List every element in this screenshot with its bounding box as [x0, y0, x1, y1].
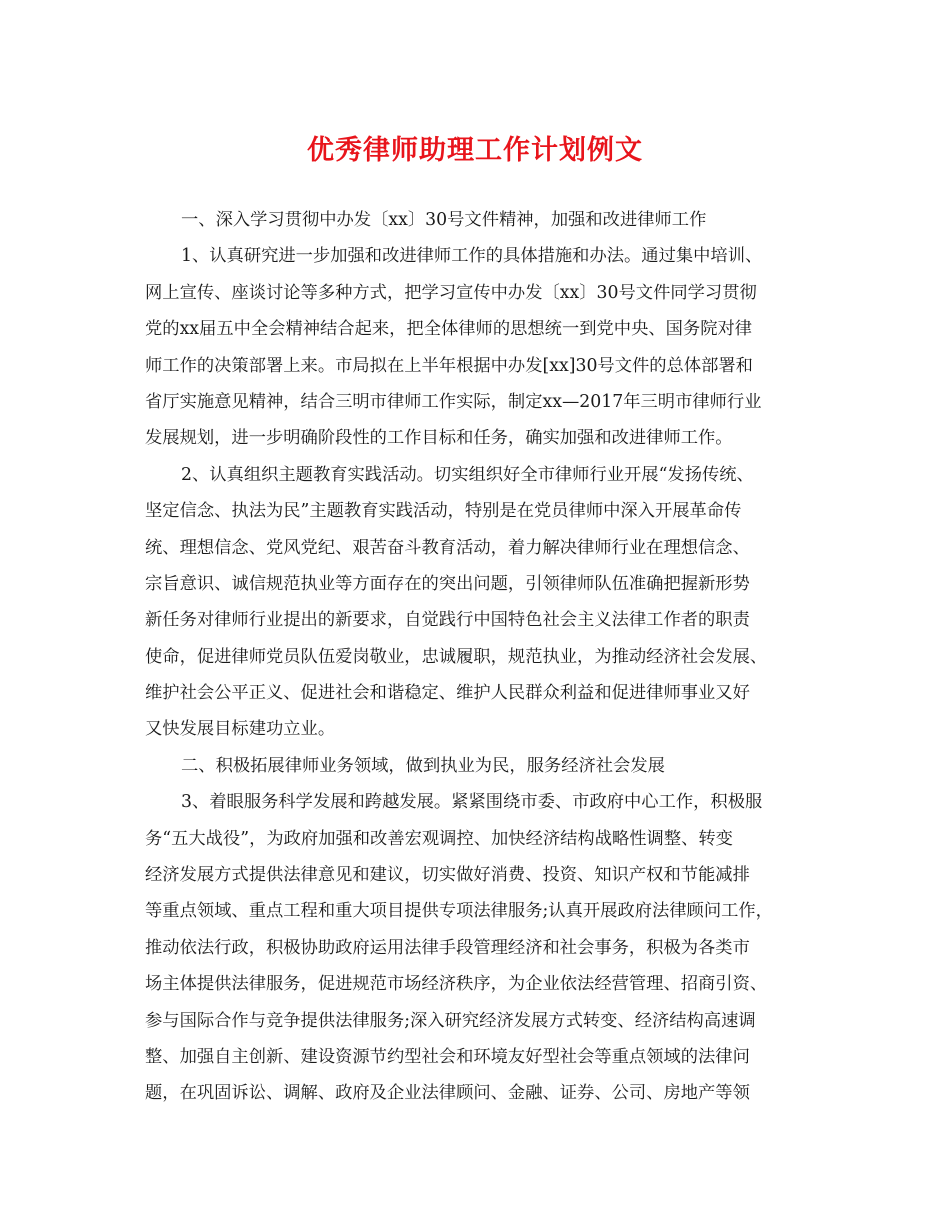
text-line: 推动依法行政，积极协助政府运用法律手段管理经济和社会事务，积极为各类市 [145, 937, 750, 958]
text-line: 维护社会公平正义、促进社会和谐稳定、维护人民群众利益和促进律师事业又好 [145, 683, 750, 704]
text-line: 又快发展目标建功立业。 [145, 719, 336, 740]
text-line: 发展规划，进一步明确阶段性的工作目标和任务，确实加强和改进律师工作。 [145, 428, 733, 449]
text-line: 3、着眼服务科学发展和跨越发展。紧紧围绕市委、市政府中心工作，积极服 [181, 792, 763, 813]
text-line: 坚定信念、执法为民”主题教育实践活动，特别是在党员律师中深入开展革命传 [145, 501, 742, 522]
text-line: 场主体提供法律服务，促进规范市场经济秩序，为企业依法经营管理、招商引资、 [145, 974, 768, 995]
text-line: 统、理想信念、党风党纪、艰苦奋斗教育活动，着力解决律师行业在理想信念、 [145, 537, 750, 558]
text-line: 务“五大战役”，为政府加强和改善宏观调控、加快经济结构战略性调整、转变 [145, 828, 733, 849]
text-line: 宗旨意识、诚信规范执业等方面存在的突出问题，引领律师队伍准确把握新形势 [145, 573, 750, 594]
text-line: 二、积极拓展律师业务领域，做到执业为民，服务经济社会发展 [181, 755, 665, 776]
document-title: 优秀律师助理工作计划例文 [307, 135, 643, 166]
text-line: 省厅实施意见精神，结合三明市律师工作实际，制定xx—2017年三明市律师行业 [145, 391, 762, 412]
text-line: 使命，促进律师党员队伍爱岗敬业，忠诚履职，规范执业，为推动经济社会发展、 [145, 646, 768, 667]
text-line: 新任务对律师行业提出的新要求，自觉践行中国特色社会主义法律工作者的职责 [145, 610, 750, 631]
text-line: 经济发展方式提供法律意见和建议，切实做好消费、投资、知识产权和节能减排 [145, 865, 750, 886]
text-line: 题，在巩固诉讼、调解、政府及企业法律顾问、金融、证券、公司、房地产等领 [145, 1083, 750, 1104]
document-body [145, 202, 813, 1112]
text-line: 师工作的决策部署上来。市局拟在上半年根据中办发[xx]30号文件的总体部署和 [145, 355, 753, 376]
text-line: 整、加强自主创新、建设资源节约型社会和环境友好型社会等重点领域的法律问 [145, 1046, 750, 1067]
text-line: 2、认真组织主题教育实践活动。切实组织好全市律师行业开展“发扬传统、 [181, 464, 754, 485]
text-line: 网上宣传、座谈讨论等多种方式，把学习宣传中办发〔xx〕30号文件同学习贯彻 [145, 282, 757, 303]
text-line: 1、认真研究进一步加强和改进律师工作的具体措施和办法。通过集中培训、 [181, 246, 763, 267]
text-line: 一、深入学习贯彻中办发〔xx〕30号文件精神，加强和改进律师工作 [181, 210, 707, 230]
text-line: 党的xx届五中全会精神结合起来，把全体律师的思想统一到党中央、国务院对律 [145, 319, 753, 340]
text-line: 参与国际合作与竞争提供法律服务;深入研究经济发展方式转变、经济结构高速调 [145, 1010, 756, 1031]
text-line: 等重点领域、重点工程和重大项目提供专项法律服务;认真开展政府法律顾问工作， [145, 901, 773, 922]
